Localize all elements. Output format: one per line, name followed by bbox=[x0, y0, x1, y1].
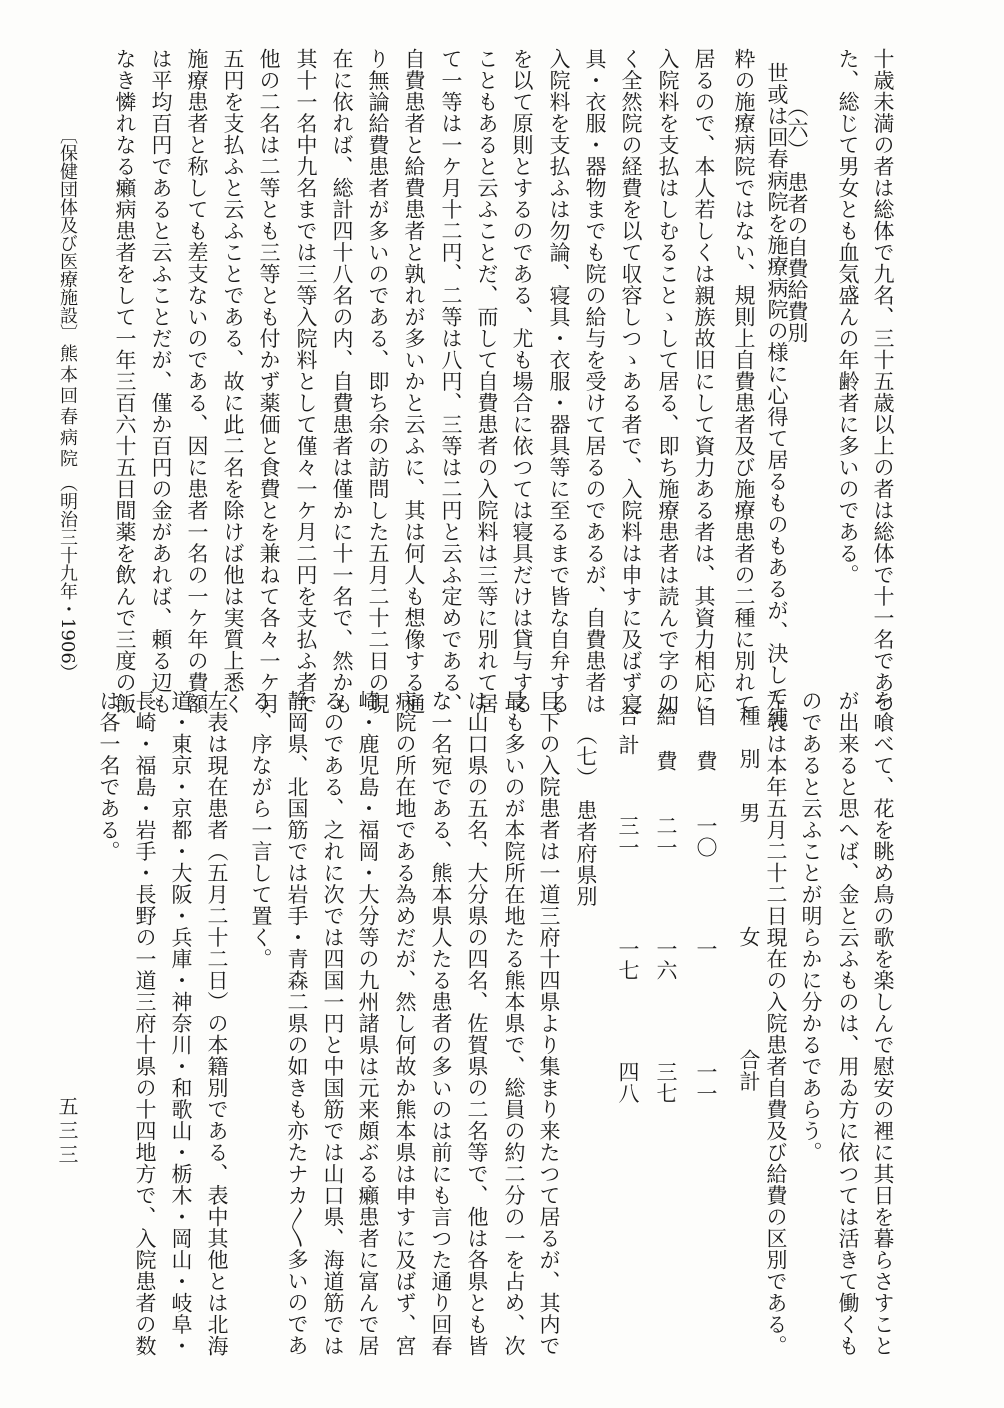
text-column: 粋の施療病院ではない、規則上自費患者及び施療患者の二種に別れて bbox=[732, 48, 756, 715]
text-column: 他の二名は二等とも三等とも付かず薬価と食費とを兼ねて各々一ケ月 bbox=[257, 48, 281, 715]
text-column: 病院の所在地である為めだが、然し何故か熊本県は申すに及ばず、宮 bbox=[393, 690, 417, 1357]
table-header-total: 合計 bbox=[737, 1049, 761, 1092]
section-heading-fee-type: （六） 患者の自費給費別 bbox=[785, 96, 809, 344]
text-column: る、序ながら一言して置く。 bbox=[249, 690, 273, 970]
text-column: こともあると云ふことだ、而して自費患者の入院料は三等に別れて居 bbox=[475, 48, 499, 715]
table-row-type: 給費 bbox=[654, 705, 678, 795]
text-column: 自費患者と給費患者と孰れが多いかと云ふに、其は何人も想像する通 bbox=[402, 48, 426, 715]
text-column: のであると云ふことが明らかに分かるであらう。 bbox=[799, 690, 823, 1163]
text-column: は山口県の五名、大分県の四名、佐賀県の二名等で、他は各県とも皆 bbox=[465, 690, 489, 1357]
text-column: 静岡県、北国筋では岩手・青森二県の如きも亦たナカ〳〵多いのであ bbox=[285, 690, 309, 1356]
text-column: 具・衣服・器物までも院の給与を受けて居るのであるが、自費患者は bbox=[583, 48, 607, 715]
table-row-male: 一〇 bbox=[694, 815, 718, 858]
text-column: く全然院の経費を以て収容しつゝある者で、入院料は申すに及ばず寝 bbox=[619, 48, 643, 715]
table-row-female: 一六 bbox=[654, 938, 678, 981]
text-column: な一名宛である、熊本県人たる患者の多いのは前にも言つた通り回春 bbox=[429, 690, 453, 1357]
text-column: 道・東京・京都・大阪・兵庫・神奈川・和歌山・栃木・岡山・岐阜・ bbox=[169, 690, 193, 1357]
text-column: を以て原則とするのである、尤も場合に依つては寝具だけは貸与する bbox=[510, 48, 534, 715]
table-row-type: 自費 bbox=[694, 705, 718, 795]
table-row-total: 四八 bbox=[616, 1061, 640, 1104]
table-header-female: 女 bbox=[737, 926, 761, 948]
text-column: た、総じて男女とも血気盛んの年齢者に多いのである。 bbox=[836, 48, 860, 586]
table-header-male: 男 bbox=[737, 802, 761, 824]
page-number: 五三三 bbox=[55, 1096, 79, 1168]
table-row-male: 二一 bbox=[654, 815, 678, 858]
text-column: り無論給費患者が多いのである、即ち余の訪問した五月二十二日の現 bbox=[366, 48, 390, 715]
table-row-total: 三七 bbox=[654, 1061, 678, 1104]
text-column: るのである、之れに次では四国一円と中国筋では山口県、海道筋では bbox=[321, 690, 345, 1357]
table-row-male: 三一 bbox=[616, 815, 640, 858]
text-column: を喰べて、花を眺め鳥の歌を楽しんで慰安の裡に其日を暮らさすこと bbox=[871, 690, 895, 1357]
text-column: 居るので、本人若しくは親族故旧にして資力ある者は、其資力相応に bbox=[692, 48, 716, 715]
text-column: 入院料を支払ふは勿論、寝具・衣服・器具等に至るまで皆な自弁する bbox=[547, 48, 571, 715]
footer-date: （明治三十九年・1906） bbox=[57, 474, 78, 682]
text-column: 在に依れば、総計四十八名の内、自費患者は僅かに十一名で、然かも bbox=[330, 48, 354, 715]
text-column: が出来ると思へば、金と云ふものは、用ゐ方に依つては活きて働くも bbox=[836, 690, 860, 1357]
text-column: 其十一名中九名までは三等入院料として僅々一ケ月二円を支払ふ者で bbox=[294, 48, 318, 715]
table-row-female: 一七 bbox=[616, 938, 640, 981]
table-row-type: 合計 bbox=[616, 705, 640, 763]
text-column: 長崎・福島・岩手・長野の一道三府十県の十四地方で、入院患者の数 bbox=[133, 690, 157, 1357]
text-column: 施療患者と称しても差支ないのである、因に患者一名の一ケ年の費額 bbox=[185, 48, 209, 715]
footer-institution: 熊本回春病院 bbox=[57, 344, 78, 470]
text-column: 世或は回春病院を施療病院の様に心得て居るものもあるが、決して純 bbox=[765, 62, 789, 729]
text-column: は各一名である。 bbox=[97, 690, 121, 862]
text-column: 左表は本年五月二十二日現在の入院患者自費及び給費の区別である。 bbox=[764, 690, 788, 1357]
table-row-total: 一一 bbox=[694, 1061, 718, 1104]
text-column: は平均百円であると云ふことだが、僅か百円の金があれば、頼る辺も bbox=[149, 48, 173, 715]
table-header-type: 種別 bbox=[737, 705, 761, 791]
text-column: 左表は現在患者（五月二十二日）の本籍別である、表中其他とは北海 bbox=[205, 690, 229, 1357]
text-column: 崎・鹿児島・福岡・大分等の九州諸県は元来頗ぶる癩患者に富んで居 bbox=[356, 690, 380, 1357]
table-row-female: 一 bbox=[694, 938, 718, 960]
text-column: 入院料を支払はしむることゝして居る、即ち施療患者は読んで字の如 bbox=[656, 48, 680, 715]
footer-category: 〔保健団体及び医療施設〕 bbox=[57, 126, 78, 342]
text-column: 五円を支払ふと云ふことである、故に此二名を除けば他は実質上悉く bbox=[221, 48, 245, 715]
text-column: 目下の入院患者は一道三府十四県より集まり来たつて居るが、其内で bbox=[537, 690, 561, 1357]
text-column: 最も多いのが本院所在地たる熊本県で、総員の約二分の一を占め、次 bbox=[502, 690, 526, 1357]
section-heading-prefectures: （七） 患者府県別 bbox=[574, 724, 598, 907]
text-column: なき憐れなる癩病患者をして一年三百六十五日間薬を飲んで三度の飯 bbox=[113, 48, 137, 715]
text-column: て一等は一ケ月十二円、二等は八円、三等は二円と云ふ定めである、 bbox=[439, 48, 463, 715]
text-column: 十歳未満の者は総体で九名、三十五歳以上の者は総体で十一名であつ bbox=[871, 48, 895, 715]
